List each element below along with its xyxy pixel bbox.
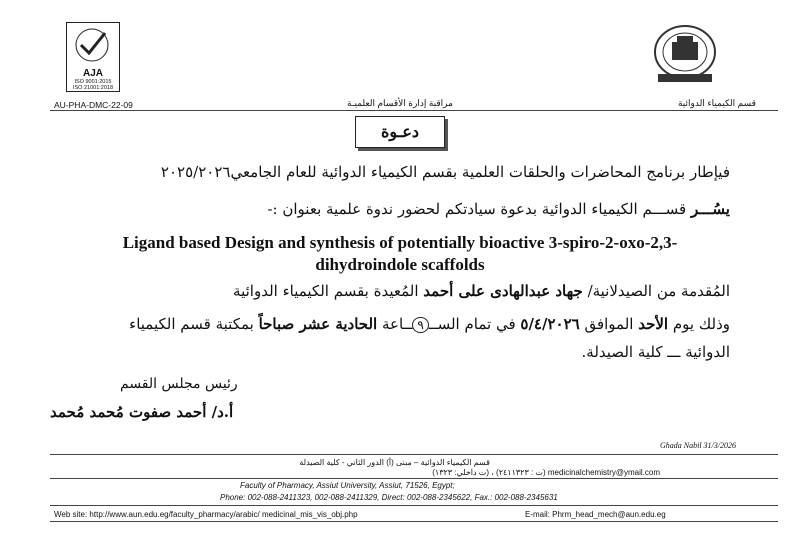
footer-en-address: Faculty of Pharmacy, Assiut University, Assiut, 71526, Egypt; — [240, 481, 455, 490]
aja-label: AJA — [82, 68, 103, 79]
signature-title: رئيس مجلس القسم — [120, 376, 238, 392]
body-line-1: فيإطار برنامج المحاضرات والحلقات العلمية بقسم الكيمياء الدوائية للعام الجامعي٢٠٢٥/٢٠٢٦ — [160, 163, 730, 181]
invitation-title: دعـوة — [355, 116, 445, 148]
footer-ar-address: قسم الكيمياء الدوائية – مبنى (أ) الدور الثاني - كلية الصيدلة — [299, 458, 490, 467]
seminar-date: ٥/٤/٢٠٢٦ — [520, 315, 580, 333]
footer-website[interactable]: Web site: http://www.aun.edu.eg/faculty_pharmacy/arabic/ medicinal_mis_vis_obj.php — [54, 510, 358, 519]
hour-circle: ٩ — [412, 317, 428, 333]
document-code: AU-PHA-DMC-22-09 — [54, 100, 133, 110]
iso-labels: ISO 9001:2015 ISO 21001:2018 — [72, 79, 114, 91]
university-logo — [650, 22, 720, 86]
footer-divider-2 — [50, 478, 778, 479]
header-divider — [50, 110, 778, 111]
header-center-title: مراقبة إدارة الأقسام العلميـة — [347, 98, 453, 108]
seminar-title-line-2: dihydroindole scaffolds — [315, 255, 485, 274]
body-line-4: وذلك يوم الأحد الموافق ٥/٤/٢٠٢٦ في تمام الســ٩ــاعة الحادية عشر صباحاً بمكتبة قسم الكيمياء — [129, 315, 730, 333]
footer-divider-4 — [50, 521, 778, 522]
seminar-title-line-1: Ligand based Design and synthesis of potentially bioactive 3-spiro-2-oxo-2,3- — [122, 233, 678, 252]
writer-note: Ghada Nabil 31/3/2026 — [660, 441, 737, 450]
footer-email[interactable]: E-mail: Phrm_head_mech@aun.edu.eg — [525, 510, 666, 519]
footer-divider-1 — [50, 454, 778, 455]
header-department: قسم الكيمياء الدوائية — [677, 98, 756, 108]
checkmark-icon — [67, 23, 118, 69]
footer-phones: Phone: 002-088-2411323, 002-088-2411329, Direct: 002-088-2345622, Fax.: 002-088-2345631 — [220, 493, 558, 502]
signature-name: أ.د/ أحمد صفوت مُحمد مُحمد — [50, 403, 234, 421]
footer-ar-contact: (ت داخلي: ١٣٢٣) ، (ت : ٢٤١١٣٢٣) medicinalchemistry@ymail.com — [432, 468, 660, 477]
seminar-time: الحادية عشر صباحاً — [258, 315, 378, 333]
body-line-5: الدوائية ـــ كلية الصيدلة. — [581, 343, 730, 361]
presenter-name: جهاد عبدالهادى على أحمد — [423, 282, 583, 300]
body-line-2: يسُـــر قســـم الكيمياء الدوائية بدعوة سيادتكم لحضور ندوة علمية بعنوان :- — [267, 200, 730, 218]
footer-divider-3 — [50, 505, 778, 506]
body-line-3: المُقدمة من الصيدلانية/ جهاد عبدالهادى على أحمد المُعيدة بقسم الكيمياء الدوائية — [233, 282, 730, 300]
